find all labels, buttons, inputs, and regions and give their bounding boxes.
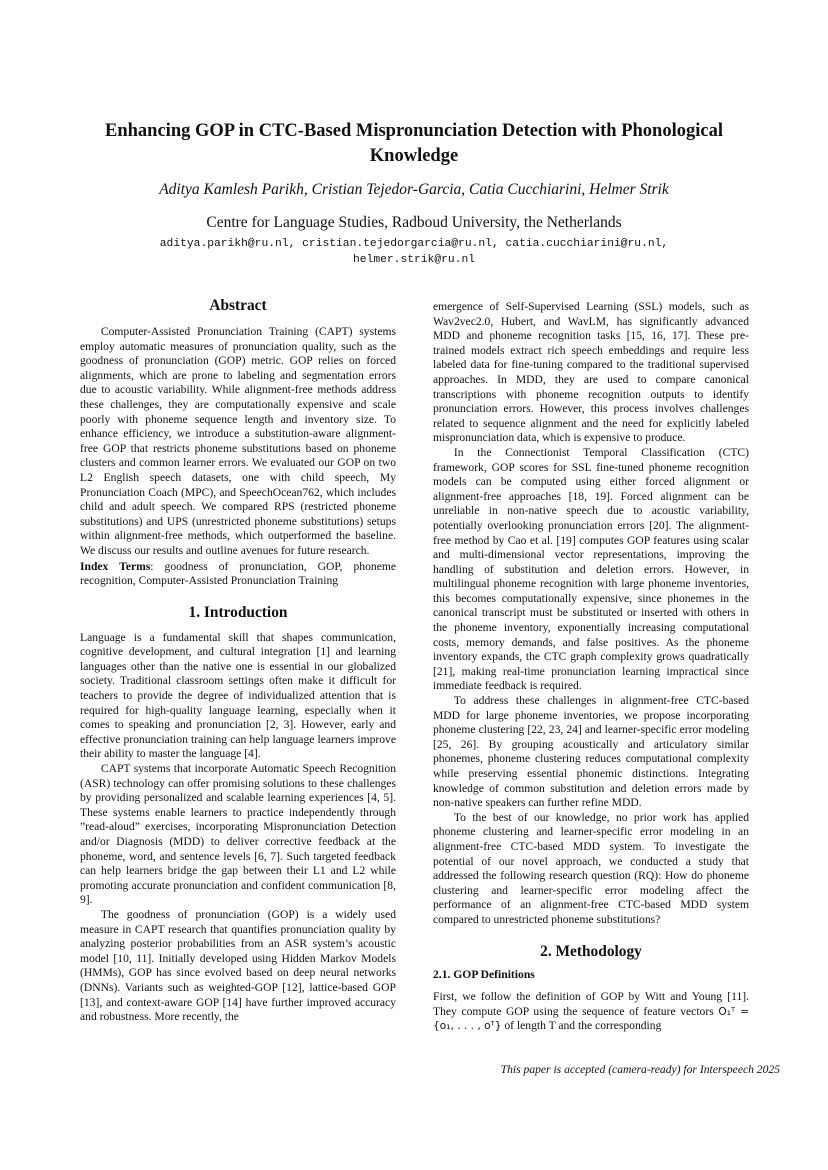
author-list: Aditya Kamlesh Parikh, Cristian Tejedor-Garcia, Catia Cucchiarini, Helmer Strik — [159, 181, 669, 198]
intro-paragraph-1: Language is a fundamental skill that shapes communication, cognitive development, and cultural integration [1] and learning languages other than the native one is essential in our globalized society. Traditional classroom settings often make it difficult for teachers to provide the degree of individualized attention that is required for high-quality language learning, especially when it comes to speaking and pronunciation [2, 3]. However, early and effective pronunciation training can help language learners improve their ability to master the language [4]. — [80, 630, 396, 761]
email-line-1: aditya.parikh@ru.nl, cristian.tejedorgarcia@ru.nl, catia.cucchiarini@ru.nl, — [159, 238, 669, 250]
gop-definitions-heading: 2.1. GOP Definitions — [433, 967, 535, 981]
email-list — [120, 236, 708, 268]
affiliation: Centre for Language Studies, Radboud University, the Netherlands — [206, 214, 622, 231]
acceptance-note: This paper is accepted (camera-ready) for Interspeech 2025 — [500, 1063, 780, 1076]
email-line-2: helmer.strik@ru.nl — [352, 254, 476, 266]
introduction-heading: 1. Introduction — [188, 603, 288, 621]
abstract-heading: Abstract — [209, 297, 267, 314]
intro-paragraph-7: To the best of our knowledge, no prior work has applied phoneme clustering and learner-specific error modeling in an alignment-free CTC-based MDD system. To investigate the potential of our novel approach, we conducted a study that addressed the following research question (RQ): How do phoneme clustering and learner-specific error modeling affect the performance of an alignment-free CTC-based MDD system compared to unrestricted phoneme substitutions? — [433, 810, 749, 926]
intro-paragraph-6: To address these challenges in alignment-free CTC-based MDD for large phoneme inventories, we propose incorporating phoneme clustering [22, 23, 24] and learner-specific error modeling [25, 26]. By grouping acoustically and articulatory similar phonemes, phoneme clustering reduces computational complexity while preserving essential phonemic distinctions. Integrating knowledge of common substitution and deletion errors made by non-native speakers can further refine MDD. — [433, 694, 749, 810]
intro-paragraph-5: In the Connectionist Temporal Classification (CTC) framework, GOP scores for SSL fine-tuned phoneme recognition models can be computed using either forced alignment or alignment-free approaches [18, 19]. Forced alignment can be unreliable in non-native speech due to acoustic variability, potentially overlooking pronunciation errors [20]. The alignment-free method by Cao et al. [19] computes GOP features using scalar and multi-dimensional vector representations, improving the handling of substitution and deletion errors. However, in multilingual phoneme recognition with large phoneme inventories, this becomes computationally expensive, since phonemes in the canonical transcript must be substituted or inserted with others in the phoneme inventory, exponentially increasing computational costs, memory demands, and false positives. As the phoneme inventory expands, the CTC graph complexity grows quadratically [21], making real-time pronunciation learning impractical since immediate feedback is required. — [433, 445, 749, 693]
index-terms — [80, 560, 396, 589]
right-column — [433, 300, 749, 1034]
abstract-text: Computer-Assisted Pronunciation Training (CAPT) systems employ automatic measures of pronunciation quality, such as the goodness of pronunciation (GOP) metric. GOP relies on forced alignments, which are prone to labeling and segmentation errors due to acoustic variability. While alignment-free methods address these challenges, they are computationally expensive and scale poorly with phoneme sequence length and inventory size. To enhance efficiency, we introduce a substitution-aware alignment-free GOP that restricts phoneme substitutions based on phoneme clusters and common learner errors. We evaluated our GOP on two L2 English speech datasets, one with child speech, My Pronunciation Coach (MPC), and SpeechOcean762, which includes child and adult speech. We compared RPS (restricted phoneme substitutions) and UPS (unrestricted phoneme substitutions) setups within alignment-free methods, which outperformed the baseline. We discuss our results and outline avenues for future research. — [80, 325, 396, 557]
method-paragraph-1: First, we follow the definition of GOP by Witt and Young [11]. They compute GOP using the sequence of feature vectors O₁ᵀ = {o₁, . . . , oᵀ} of length T and the corresponding — [433, 990, 750, 1033]
index-terms-label: Index Terms — [80, 559, 151, 573]
paper-title: Enhancing GOP in CTC-Based Mispronunciation Detection with Phonological Knowledge — [105, 121, 723, 166]
feature-sequence-math: O₁ᵀ = {o₁, . . . , oᵀ} — [433, 1005, 750, 1033]
intro-paragraph-3: The goodness of pronunciation (GOP) is a widely used measure in CAPT research that quantifies pronunciation quality by analyzing posterior probabilities from an ASR system’s acoustic model [10, 11]. Initially developed using Hidden Markov Models (HMMs), GOP has since evolved based on deep neural networks (DNNs). Variants such as weighted-GOP [12], lattice-based GOP [13], and context-aware GOP [14] have further improved accuracy and robustness. More recently, the — [80, 907, 396, 1024]
index-terms-text: : goodness of pronunciation, GOP, phoneme recognition, Computer-Assisted Pronunciation Training — [80, 559, 397, 588]
left-column — [80, 296, 396, 1025]
intro-paragraph-2: CAPT systems that incorporate Automatic Speech Recognition (ASR) technology can offer promising solutions to these challenges by providing personalized and scalable learning experiences [4, 5]. These systems enable learners to practice independently through ”read-aloud” exercises, incorporating Mispronunciation Detection and/or Diagnosis (MDD) to deliver corrective feedback at the phoneme, word, and sentence levels [6, 7]. Such targeted feedback can help learners bridge the gap between their L1 and L2 while promoting accurate pronunciation and confident communication [8, 9]. — [80, 762, 396, 907]
intro-paragraph-4: emergence of Self-Supervised Learning (SSL) models, such as Wav2vec2.0, Hubert, and WavLM, has significantly advanced MDD and phoneme recognition tasks [15, 16, 17]. These pre-trained models extract rich speech embeddings and require less labeled data for fine-tuning compared to the traditional supervised approaches. In MDD, they are used to compare canonical transcriptions with phoneme recognition outputs to identify pronunciation errors. However, this process involves challenges related to sequence alignment and the need for explicitly labeled mispronunciation data, which is expensive to produce. — [433, 300, 749, 445]
methodology-heading: 2. Methodology — [540, 942, 642, 960]
